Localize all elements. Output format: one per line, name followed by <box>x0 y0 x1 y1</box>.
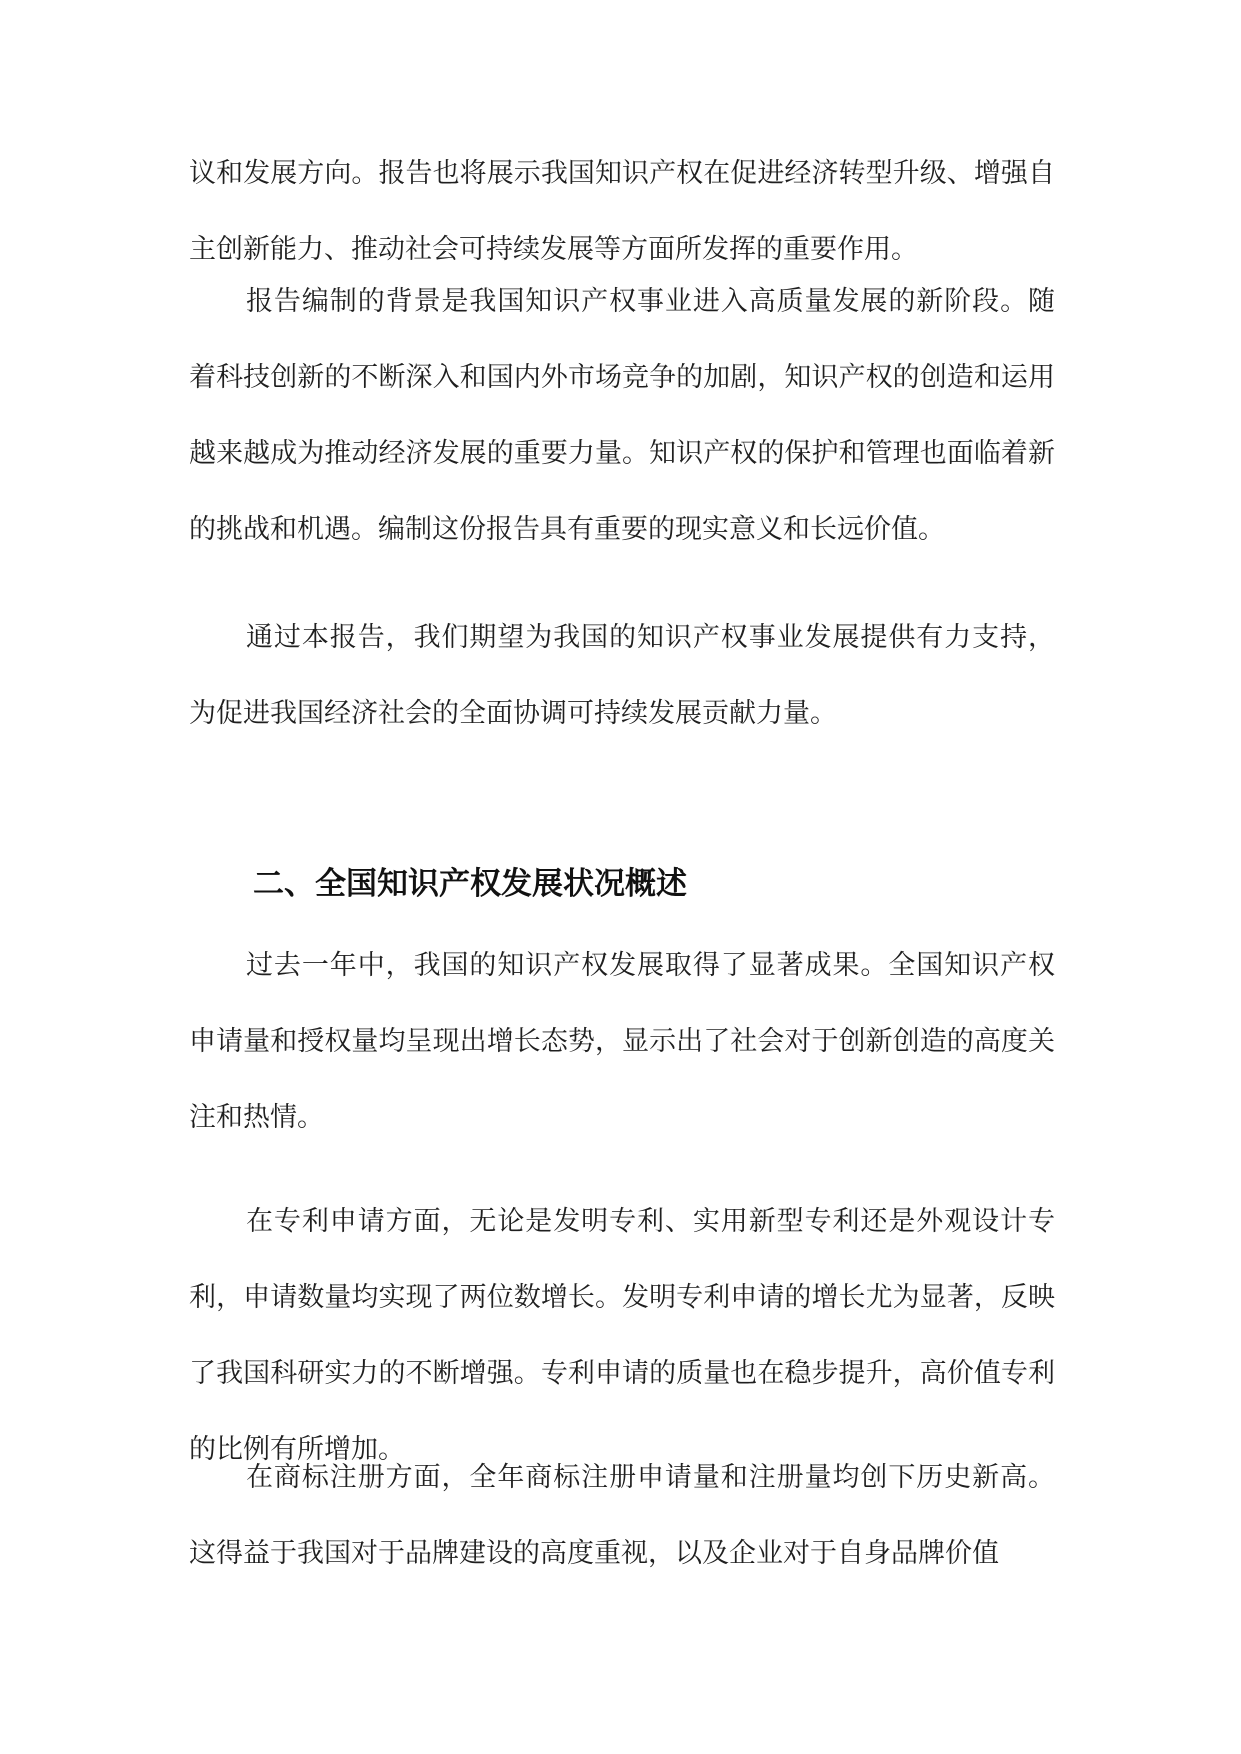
paragraph-trademarks: 在商标注册方面，全年商标注册申请量和注册量均创下历史新高。这得益于我国对于品牌建设的高度重视，以及企业对于自身品牌价值 <box>189 1462 1055 1569</box>
paragraph-patents: 在专利申请方面，无论是发明专利、实用新型专利还是外观设计专利，申请数量均实现了两位数增长。发明专利申请的增长尤为显著，反映了我国科研实力的不断增强。专利申请的质量也在稳步提升，高价值专利的比例有所增加。 <box>189 1206 1055 1465</box>
paragraph-overview: 过去一年中，我国的知识产权发展取得了显著成果。全国知识产权申请量和授权量均呈现出增长态势，显示出了社会对于创新创造的高度关注和热情。 <box>189 950 1055 1133</box>
section-heading: 二、全国知识产权发展状况概述 <box>253 866 687 902</box>
paragraph-background: 报告编制的背景是我国知识产权事业进入高质量发展的新阶段。随着科技创新的不断深入和国内外市场竞争的加剧，知识产权的创造和运用越来越成为推动经济发展的重要力量。知识产权的保护和管理也面临着新的挑战和机遇。编制这份报告具有重要的现实意义和长远价值。 <box>189 286 1055 545</box>
paragraph-purpose: 通过本报告，我们期望为我国的知识产权事业发展提供有力支持，为促进我国经济社会的全面协调可持续发展贡献力量。 <box>189 622 1055 729</box>
paragraph-continuation: 议和发展方向。报告也将展示我国知识产权在促进经济转型升级、增强自主创新能力、推动社会可持续发展等方面所发挥的重要作用。 <box>189 158 1055 265</box>
